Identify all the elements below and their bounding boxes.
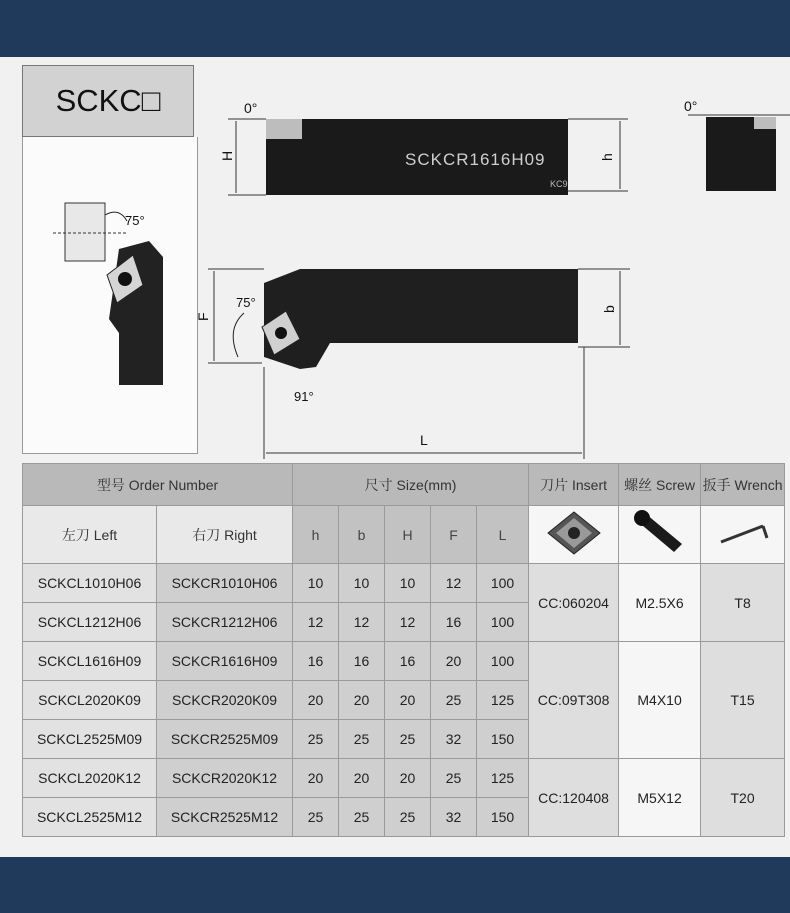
size-F: 25: [431, 681, 477, 720]
size-L: 100: [477, 603, 529, 642]
tool-end-insert: [754, 117, 776, 129]
subheader-L: L: [477, 506, 529, 564]
size-h: 10: [293, 564, 339, 603]
angle-arc-icon: [233, 313, 244, 357]
size-b: 20: [339, 681, 385, 720]
size-h: 16: [293, 642, 339, 681]
size-F: 32: [431, 798, 477, 837]
size-h: 20: [293, 759, 339, 798]
dim-F-label: F: [195, 312, 211, 321]
right-model: SCKCR1010H06: [157, 564, 293, 603]
right-model: SCKCR2525M12: [157, 798, 293, 837]
dim-H-label: H: [219, 150, 235, 161]
insert-value: CC:120408: [529, 759, 619, 837]
left-model: SCKCL2020K12: [23, 759, 157, 798]
left-model: SCKCL2525M12: [23, 798, 157, 837]
right-model: SCKCR2525M09: [157, 720, 293, 759]
left-model: SCKCL1212H06: [23, 603, 157, 642]
screw-image: [619, 506, 701, 564]
size-L: 150: [477, 798, 529, 837]
size-F: 16: [431, 603, 477, 642]
screw-value: M4X10: [619, 642, 701, 759]
spec-table: [22, 463, 785, 837]
header-insert: 刀片 Insert: [529, 464, 619, 506]
subheader-b: b: [339, 506, 385, 564]
model-title: SCKC□: [22, 65, 194, 137]
wrench-image: [701, 506, 785, 564]
size-L: 125: [477, 759, 529, 798]
torx-wrench-icon: [713, 508, 773, 558]
angle-75-label: 75°: [236, 295, 256, 310]
right-model: SCKCR2020K12: [157, 759, 293, 798]
size-F: 32: [431, 720, 477, 759]
subheader-left: 左刀 Left: [23, 506, 157, 564]
wrench-value: T8: [701, 564, 785, 642]
tool-marking: SCKCR1616H09: [405, 150, 546, 169]
size-L: 150: [477, 720, 529, 759]
rhombic-insert-icon: [544, 508, 604, 558]
angle-0-left: 0°: [244, 100, 258, 116]
subheader-right: 右刀 Right: [157, 506, 293, 564]
size-b: 25: [339, 798, 385, 837]
size-F: 25: [431, 759, 477, 798]
right-model: SCKCR2020K09: [157, 681, 293, 720]
size-H: 16: [385, 642, 431, 681]
size-H: 10: [385, 564, 431, 603]
header-wrench: 扳手 Wrench: [701, 464, 785, 506]
left-model: SCKCL1010H06: [23, 564, 157, 603]
angle-75-small: 75°: [125, 213, 145, 228]
size-L: 100: [477, 642, 529, 681]
size-H: 20: [385, 681, 431, 720]
dim-h-label: h: [599, 153, 615, 161]
technical-drawing: [0, 57, 790, 467]
size-L: 100: [477, 564, 529, 603]
size-H: 12: [385, 603, 431, 642]
size-b: 16: [339, 642, 385, 681]
tool-insert-tip: [266, 119, 302, 139]
size-b: 10: [339, 564, 385, 603]
angle-91-label: 91°: [294, 389, 314, 404]
subheader-F: F: [431, 506, 477, 564]
subheader-H: H: [385, 506, 431, 564]
screw-icon: [630, 508, 690, 558]
right-model: SCKCR1616H09: [157, 642, 293, 681]
spec-sheet: [0, 57, 790, 857]
size-h: 12: [293, 603, 339, 642]
header-size: 尺寸 Size(mm): [293, 464, 529, 506]
left-model: SCKCL2525M09: [23, 720, 157, 759]
size-h: 20: [293, 681, 339, 720]
size-H: 25: [385, 798, 431, 837]
screw-value: M5X12: [619, 759, 701, 837]
size-h: 25: [293, 720, 339, 759]
tool-top-screw: [275, 327, 287, 339]
bottom-band: [0, 857, 790, 913]
size-b: 12: [339, 603, 385, 642]
angle-0-right: 0°: [684, 98, 698, 114]
size-L: 125: [477, 681, 529, 720]
header-order-number: 型号 Order Number: [23, 464, 293, 506]
top-band: [0, 0, 790, 57]
size-F: 20: [431, 642, 477, 681]
screw-value: M2.5X6: [619, 564, 701, 642]
right-model: SCKCR1212H06: [157, 603, 293, 642]
size-h: 25: [293, 798, 339, 837]
tool-top-view: [264, 269, 578, 369]
size-F: 12: [431, 564, 477, 603]
size-H: 20: [385, 759, 431, 798]
dim-L-label: L: [420, 432, 428, 448]
left-model: SCKCL1616H09: [23, 642, 157, 681]
dim-b-label: b: [601, 305, 617, 313]
insert-value: CC:09T308: [529, 642, 619, 759]
size-b: 20: [339, 759, 385, 798]
wrench-value: T15: [701, 642, 785, 759]
subheader-h: h: [293, 506, 339, 564]
insert-image: [529, 506, 619, 564]
tool-stamp: KC9: [550, 179, 568, 189]
header-screw: 螺丝 Screw: [619, 464, 701, 506]
insert-value: CC:060204: [529, 564, 619, 642]
wrench-value: T20: [701, 759, 785, 837]
size-b: 25: [339, 720, 385, 759]
left-model: SCKCL2020K09: [23, 681, 157, 720]
size-H: 25: [385, 720, 431, 759]
